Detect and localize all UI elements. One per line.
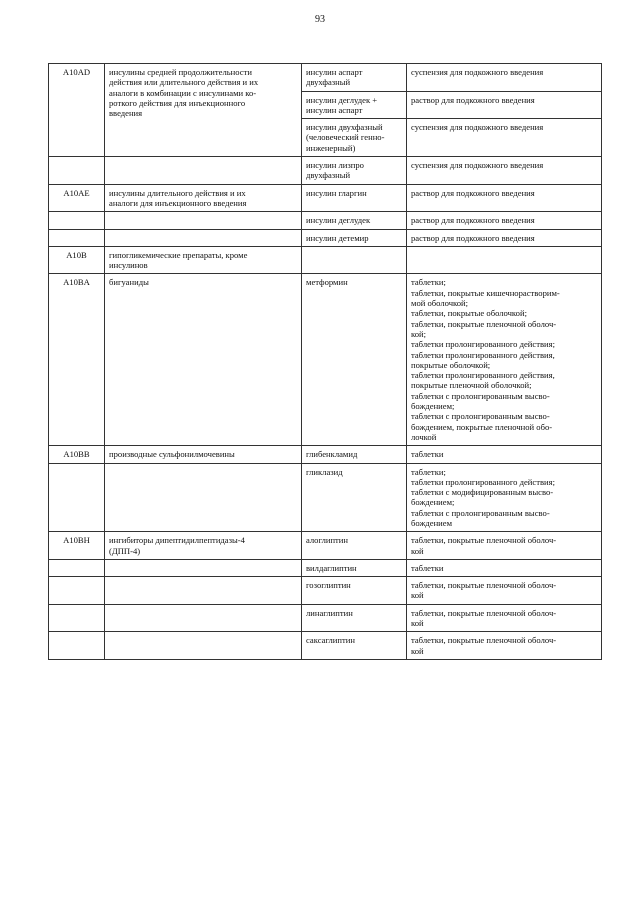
drug-name-cell-line: инсулин лизпро	[306, 160, 364, 171]
dosage-form-cell-line: таблетки с пролонгированным высво-	[411, 390, 550, 401]
table-row	[49, 274, 602, 446]
atc-group-cell	[105, 184, 302, 212]
atc-group-cell-line: действия или длительного действия и их	[109, 77, 259, 88]
table-row	[49, 246, 602, 274]
dosage-form-cell-line: кой	[411, 545, 424, 556]
drug-name-cell-line: (человеческий генно-	[306, 132, 385, 143]
atc-code-cell	[49, 229, 105, 246]
dosage-form-cell-line: раствор для подкожного введения	[411, 215, 535, 226]
dosage-form-cell-line: раствор для подкожного введения	[411, 232, 535, 243]
atc-group-cell	[105, 157, 302, 185]
dosage-form-cell-line: таблетки, покрытые пленочной оболоч-	[411, 607, 557, 618]
dosage-form-cell	[407, 604, 602, 632]
drug-name-cell-line: метформин	[306, 277, 348, 288]
drug-name-cell-line: инсулин деглудек +	[306, 94, 378, 105]
drug-name-cell-line: двухфазный	[306, 170, 351, 181]
dosage-form-cell-line: кой;	[411, 328, 427, 339]
dosage-form-cell	[407, 157, 602, 185]
drug-name-cell	[302, 229, 407, 246]
dosage-form-cell-line: таблетки пролонгированного действия,	[411, 370, 555, 381]
atc-group-cell	[105, 463, 302, 532]
atc-group-cell	[105, 559, 302, 576]
drug-name-cell	[302, 463, 407, 532]
dosage-form-cell-line: кой	[411, 645, 424, 656]
table-row	[49, 64, 602, 92]
atc-group-cell-line: инсулинов	[109, 260, 148, 271]
drug-name-cell	[302, 577, 407, 605]
dosage-form-cell-line: таблетки пролонгированного действия;	[411, 339, 555, 350]
table-row	[49, 532, 602, 560]
dosage-form-cell	[407, 184, 602, 212]
atc-group-cell-line: инсулины длительного действия и их	[109, 187, 246, 198]
drug-name-cell-line: инсулин аспарт	[306, 67, 363, 77]
drug-name-cell-line: линаглиптин	[306, 607, 353, 618]
atc-code-cell: A10BB	[49, 446, 105, 463]
page-number: 93	[315, 14, 325, 25]
atc-group-cell	[105, 632, 302, 660]
table-row	[49, 184, 602, 212]
dosage-form-cell-line: таблетки пролонгированного действия,	[411, 349, 555, 360]
dosage-form-cell	[407, 463, 602, 532]
dosage-form-cell-line: кой	[411, 618, 424, 629]
dosage-form-cell-line: бождением, покрытые пленочной обо-	[411, 421, 553, 432]
dosage-form-cell-line: покрытые пленочной оболочкой;	[411, 380, 532, 391]
table-row	[49, 229, 602, 246]
atc-group-cell-line: бигуаниды	[109, 277, 149, 288]
drug-name-cell	[302, 157, 407, 185]
dosage-form-cell-line: таблетки, покрытые пленочной оболоч-	[411, 535, 557, 546]
dosage-form-cell-line: мой оболочкой;	[411, 298, 469, 309]
atc-code-cell: A10B	[49, 246, 105, 274]
drug-name-cell	[302, 274, 407, 446]
dosage-form-cell-line: суспензия для подкожного введения	[411, 67, 544, 77]
drug-name-cell-line: глибенкламид	[306, 449, 358, 460]
drug-name-cell-line: инженерный)	[306, 142, 356, 153]
dosage-form-cell-line: покрытые оболочкой;	[411, 359, 491, 370]
table-row	[49, 212, 602, 229]
atc-code-cell	[49, 632, 105, 660]
dosage-form-cell-line: таблетки, покрытые пленочной оболоч-	[411, 580, 557, 591]
drug-name-cell-line: алоглиптин	[306, 535, 349, 546]
drug-table	[48, 63, 602, 660]
atc-group-cell-line: гипогликемические препараты, кроме	[109, 249, 248, 260]
atc-group-cell-line: производные сульфонилмочевины	[109, 449, 235, 460]
atc-group-cell	[105, 64, 302, 157]
dosage-form-cell-line: таблетки, покрытые пленочной оболоч-	[411, 635, 557, 646]
dosage-form-cell	[407, 212, 602, 229]
dosage-form-cell	[407, 64, 602, 92]
drug-name-cell-line: гозоглиптин	[306, 580, 351, 591]
drug-name-cell-line: гликлазид	[306, 466, 343, 477]
dosage-form-cell	[407, 532, 602, 560]
dosage-form-cell	[407, 274, 602, 446]
dosage-form-cell	[407, 229, 602, 246]
atc-group-cell-line: роткого действия для инъекционного	[109, 97, 246, 108]
drug-name-cell	[302, 212, 407, 229]
drug-name-cell	[302, 446, 407, 463]
drug-name-cell-line: инсулин аспарт	[306, 104, 363, 115]
atc-code-cell: A10AD	[49, 64, 105, 157]
drug-name-cell	[302, 91, 407, 119]
dosage-form-cell	[407, 119, 602, 157]
drug-name-cell	[302, 532, 407, 560]
dosage-form-cell-line: таблетки, покрытые пленочной оболоч-	[411, 318, 557, 329]
table-row	[49, 463, 602, 532]
table-row	[49, 559, 602, 576]
dosage-form-cell-line: таблетки	[411, 562, 444, 573]
dosage-form-cell	[407, 559, 602, 576]
atc-code-cell: A10AE	[49, 184, 105, 212]
atc-group-cell-line: (ДПП-4)	[109, 545, 141, 556]
dosage-form-cell	[407, 91, 602, 119]
drug-name-cell	[302, 604, 407, 632]
dosage-form-cell-line: раствор для подкожного введения	[411, 187, 535, 198]
table-row	[49, 632, 602, 660]
dosage-form-cell-line: таблетки с пролонгированным высво-	[411, 411, 550, 422]
atc-group-cell	[105, 229, 302, 246]
table-row	[49, 446, 602, 463]
drug-name-cell	[302, 64, 407, 92]
dosage-form-cell-line: таблетки, покрытые кишечнорастворим-	[411, 287, 560, 298]
drug-name-cell	[302, 632, 407, 660]
atc-code-cell	[49, 212, 105, 229]
dosage-form-cell-line: лочкой	[411, 431, 437, 442]
atc-group-cell-line: аналоги в комбинации с инсулинами ко-	[109, 87, 257, 98]
atc-group-cell	[105, 446, 302, 463]
atc-group-cell-line: ингибиторы дипептидилпептидазы-4	[109, 535, 245, 546]
dosage-form-cell-line: кой	[411, 590, 424, 601]
drug-name-cell-line: саксаглиптин	[306, 635, 355, 646]
drug-name-cell	[302, 246, 407, 274]
atc-group-cell	[105, 604, 302, 632]
drug-name-cell-line: двухфазный	[306, 77, 351, 88]
atc-group-cell-line: инсулины средней продолжительности	[109, 67, 252, 77]
dosage-form-cell-line: бождением	[411, 517, 453, 528]
dosage-form-cell-line: таблетки, покрытые оболочкой;	[411, 308, 527, 319]
drug-name-cell-line: инсулин деглудек	[306, 215, 371, 226]
dosage-form-cell-line: бождением;	[411, 497, 455, 508]
table-row	[49, 157, 602, 185]
drug-name-cell-line: вилдаглиптин	[306, 562, 357, 573]
atc-code-cell	[49, 463, 105, 532]
dosage-form-cell	[407, 577, 602, 605]
drug-name-cell-line: инсулин детемир	[306, 232, 369, 243]
atc-group-cell	[105, 212, 302, 229]
atc-code-cell	[49, 577, 105, 605]
table-row	[49, 577, 602, 605]
dosage-form-cell	[407, 446, 602, 463]
atc-group-cell-line: аналоги для инъекционного введения	[109, 197, 247, 208]
table-body	[49, 64, 602, 660]
dosage-form-cell-line: бождением;	[411, 401, 455, 412]
atc-group-cell	[105, 532, 302, 560]
atc-code-cell	[49, 604, 105, 632]
dosage-form-cell-line: таблетки с пролонгированным высво-	[411, 507, 550, 518]
dosage-form-cell-line: таблетки;	[411, 466, 446, 477]
drug-name-cell	[302, 184, 407, 212]
drug-name-cell-line: инсулин гларгин	[306, 187, 367, 198]
dosage-form-cell-line: таблетки;	[411, 277, 446, 288]
atc-group-cell	[105, 577, 302, 605]
dosage-form-cell-line: суспензия для подкожного введения	[411, 160, 544, 171]
atc-group-cell	[105, 274, 302, 446]
dosage-form-cell-line: таблетки	[411, 449, 444, 460]
dosage-form-cell	[407, 246, 602, 274]
dosage-form-cell	[407, 632, 602, 660]
drug-name-cell-line: инсулин двухфазный	[306, 122, 383, 133]
atc-group-cell	[105, 246, 302, 274]
drug-name-cell	[302, 119, 407, 157]
dosage-form-cell-line: раствор для подкожного введения	[411, 94, 535, 105]
dosage-form-cell-line: суспензия для подкожного введения	[411, 122, 544, 133]
atc-code-cell: A10BH	[49, 532, 105, 560]
dosage-form-cell-line: таблетки с модифицированным высво-	[411, 487, 554, 498]
atc-group-cell-line: введения	[109, 108, 143, 119]
atc-code-cell	[49, 559, 105, 576]
dosage-form-cell-line: таблетки пролонгированного действия;	[411, 476, 555, 487]
table-row	[49, 604, 602, 632]
atc-code-cell: A10BA	[49, 274, 105, 446]
drug-name-cell	[302, 559, 407, 576]
atc-code-cell	[49, 157, 105, 185]
